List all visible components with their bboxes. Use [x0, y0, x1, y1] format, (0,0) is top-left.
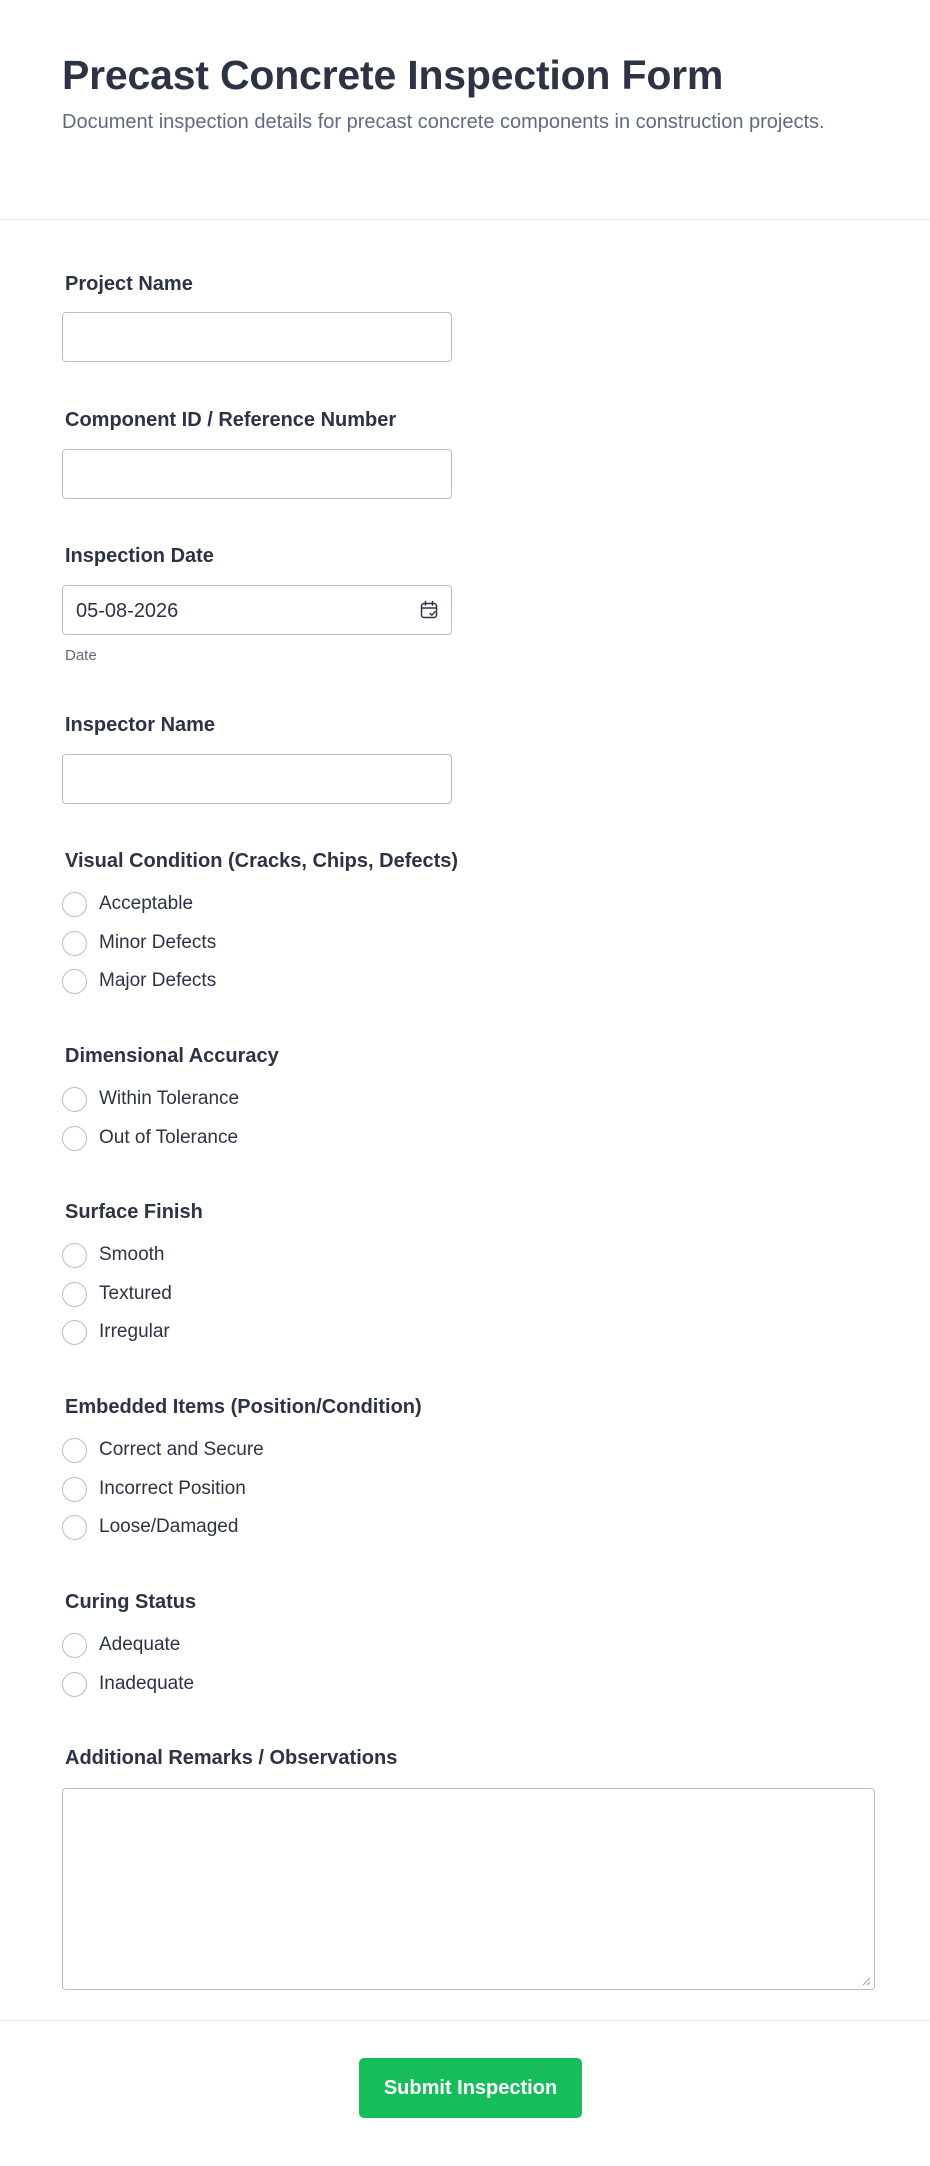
project-name-field	[62, 270, 193, 298]
radio-option-label[interactable]: Minor Defects	[99, 932, 217, 953]
radio-button[interactable]	[62, 1282, 87, 1307]
inspector-name-field	[62, 711, 215, 739]
radio-option-label[interactable]: Loose/Damaged	[99, 1516, 239, 1537]
radio-button[interactable]	[62, 1672, 87, 1697]
inspection-date-label: Inspection Date	[65, 545, 214, 567]
embedded-items-group	[62, 1393, 422, 1537]
project-name-label: Project Name	[65, 273, 193, 295]
date-sublabel: Date	[65, 647, 97, 664]
remarks-label: Additional Remarks / Observations	[65, 1747, 398, 1769]
inspector-name-input[interactable]	[62, 754, 452, 804]
radio-button[interactable]	[62, 1515, 87, 1540]
radio-button[interactable]	[62, 892, 87, 917]
radio-option-label[interactable]: Textured	[99, 1283, 172, 1304]
surface-finish-group	[62, 1198, 203, 1342]
radio-option-label[interactable]: Within Tolerance	[99, 1088, 240, 1109]
radio-button[interactable]	[62, 1126, 87, 1151]
visual-condition-group	[62, 847, 459, 991]
project-name-input[interactable]	[62, 312, 452, 362]
submit-button[interactable]: Submit Inspection	[359, 2058, 582, 2118]
form-header	[0, 0, 930, 220]
inspection-date-input[interactable]	[62, 585, 452, 635]
radio-button[interactable]	[62, 1243, 87, 1268]
component-id-field	[62, 406, 396, 434]
radio-button[interactable]	[62, 1087, 87, 1112]
visual-condition-label: Visual Condition (Cracks, Chips, Defects)	[65, 850, 459, 872]
date-value: 05-08-2026	[76, 600, 179, 622]
radio-option-label[interactable]: Adequate	[99, 1634, 181, 1655]
radio-option-label[interactable]: Irregular	[99, 1321, 170, 1342]
radio-button[interactable]	[62, 1633, 87, 1658]
radio-option-label[interactable]: Acceptable	[99, 893, 194, 914]
radio-button[interactable]	[62, 969, 87, 994]
radio-button[interactable]	[62, 931, 87, 956]
radio-button[interactable]	[62, 1477, 87, 1502]
inspection-date-field	[62, 542, 214, 570]
resize-handle-icon[interactable]	[861, 1976, 871, 1986]
component-id-label: Component ID / Reference Number	[65, 409, 397, 431]
form-description: Document inspection details for precast concrete components in construction projects.	[62, 111, 825, 133]
radio-option-label[interactable]: Inadequate	[99, 1673, 195, 1694]
radio-option-label[interactable]: Out of Tolerance	[99, 1127, 239, 1148]
dimensional-accuracy-group	[62, 1042, 279, 1148]
curing-status-group	[62, 1588, 197, 1694]
embedded-items-label: Embedded Items (Position/Condition)	[65, 1396, 422, 1418]
calendar-icon[interactable]	[419, 600, 439, 620]
remarks-textarea[interactable]	[62, 1788, 875, 1990]
curing-status-label: Curing Status	[65, 1591, 197, 1613]
radio-option-label[interactable]: Smooth	[99, 1244, 165, 1265]
inspector-name-label: Inspector Name	[65, 714, 216, 736]
footer-divider	[0, 2020, 930, 2021]
surface-finish-label: Surface Finish	[65, 1201, 203, 1223]
dimensional-accuracy-label: Dimensional Accuracy	[65, 1045, 279, 1067]
remarks-field	[62, 1744, 397, 1772]
radio-button[interactable]	[62, 1438, 87, 1463]
radio-button[interactable]	[62, 1320, 87, 1345]
radio-option-label[interactable]: Major Defects	[99, 970, 217, 991]
form-title: Precast Concrete Inspection Form	[62, 52, 724, 98]
radio-option-label[interactable]: Correct and Secure	[99, 1439, 264, 1460]
radio-option-label[interactable]: Incorrect Position	[99, 1478, 246, 1499]
component-id-input[interactable]	[62, 449, 452, 499]
